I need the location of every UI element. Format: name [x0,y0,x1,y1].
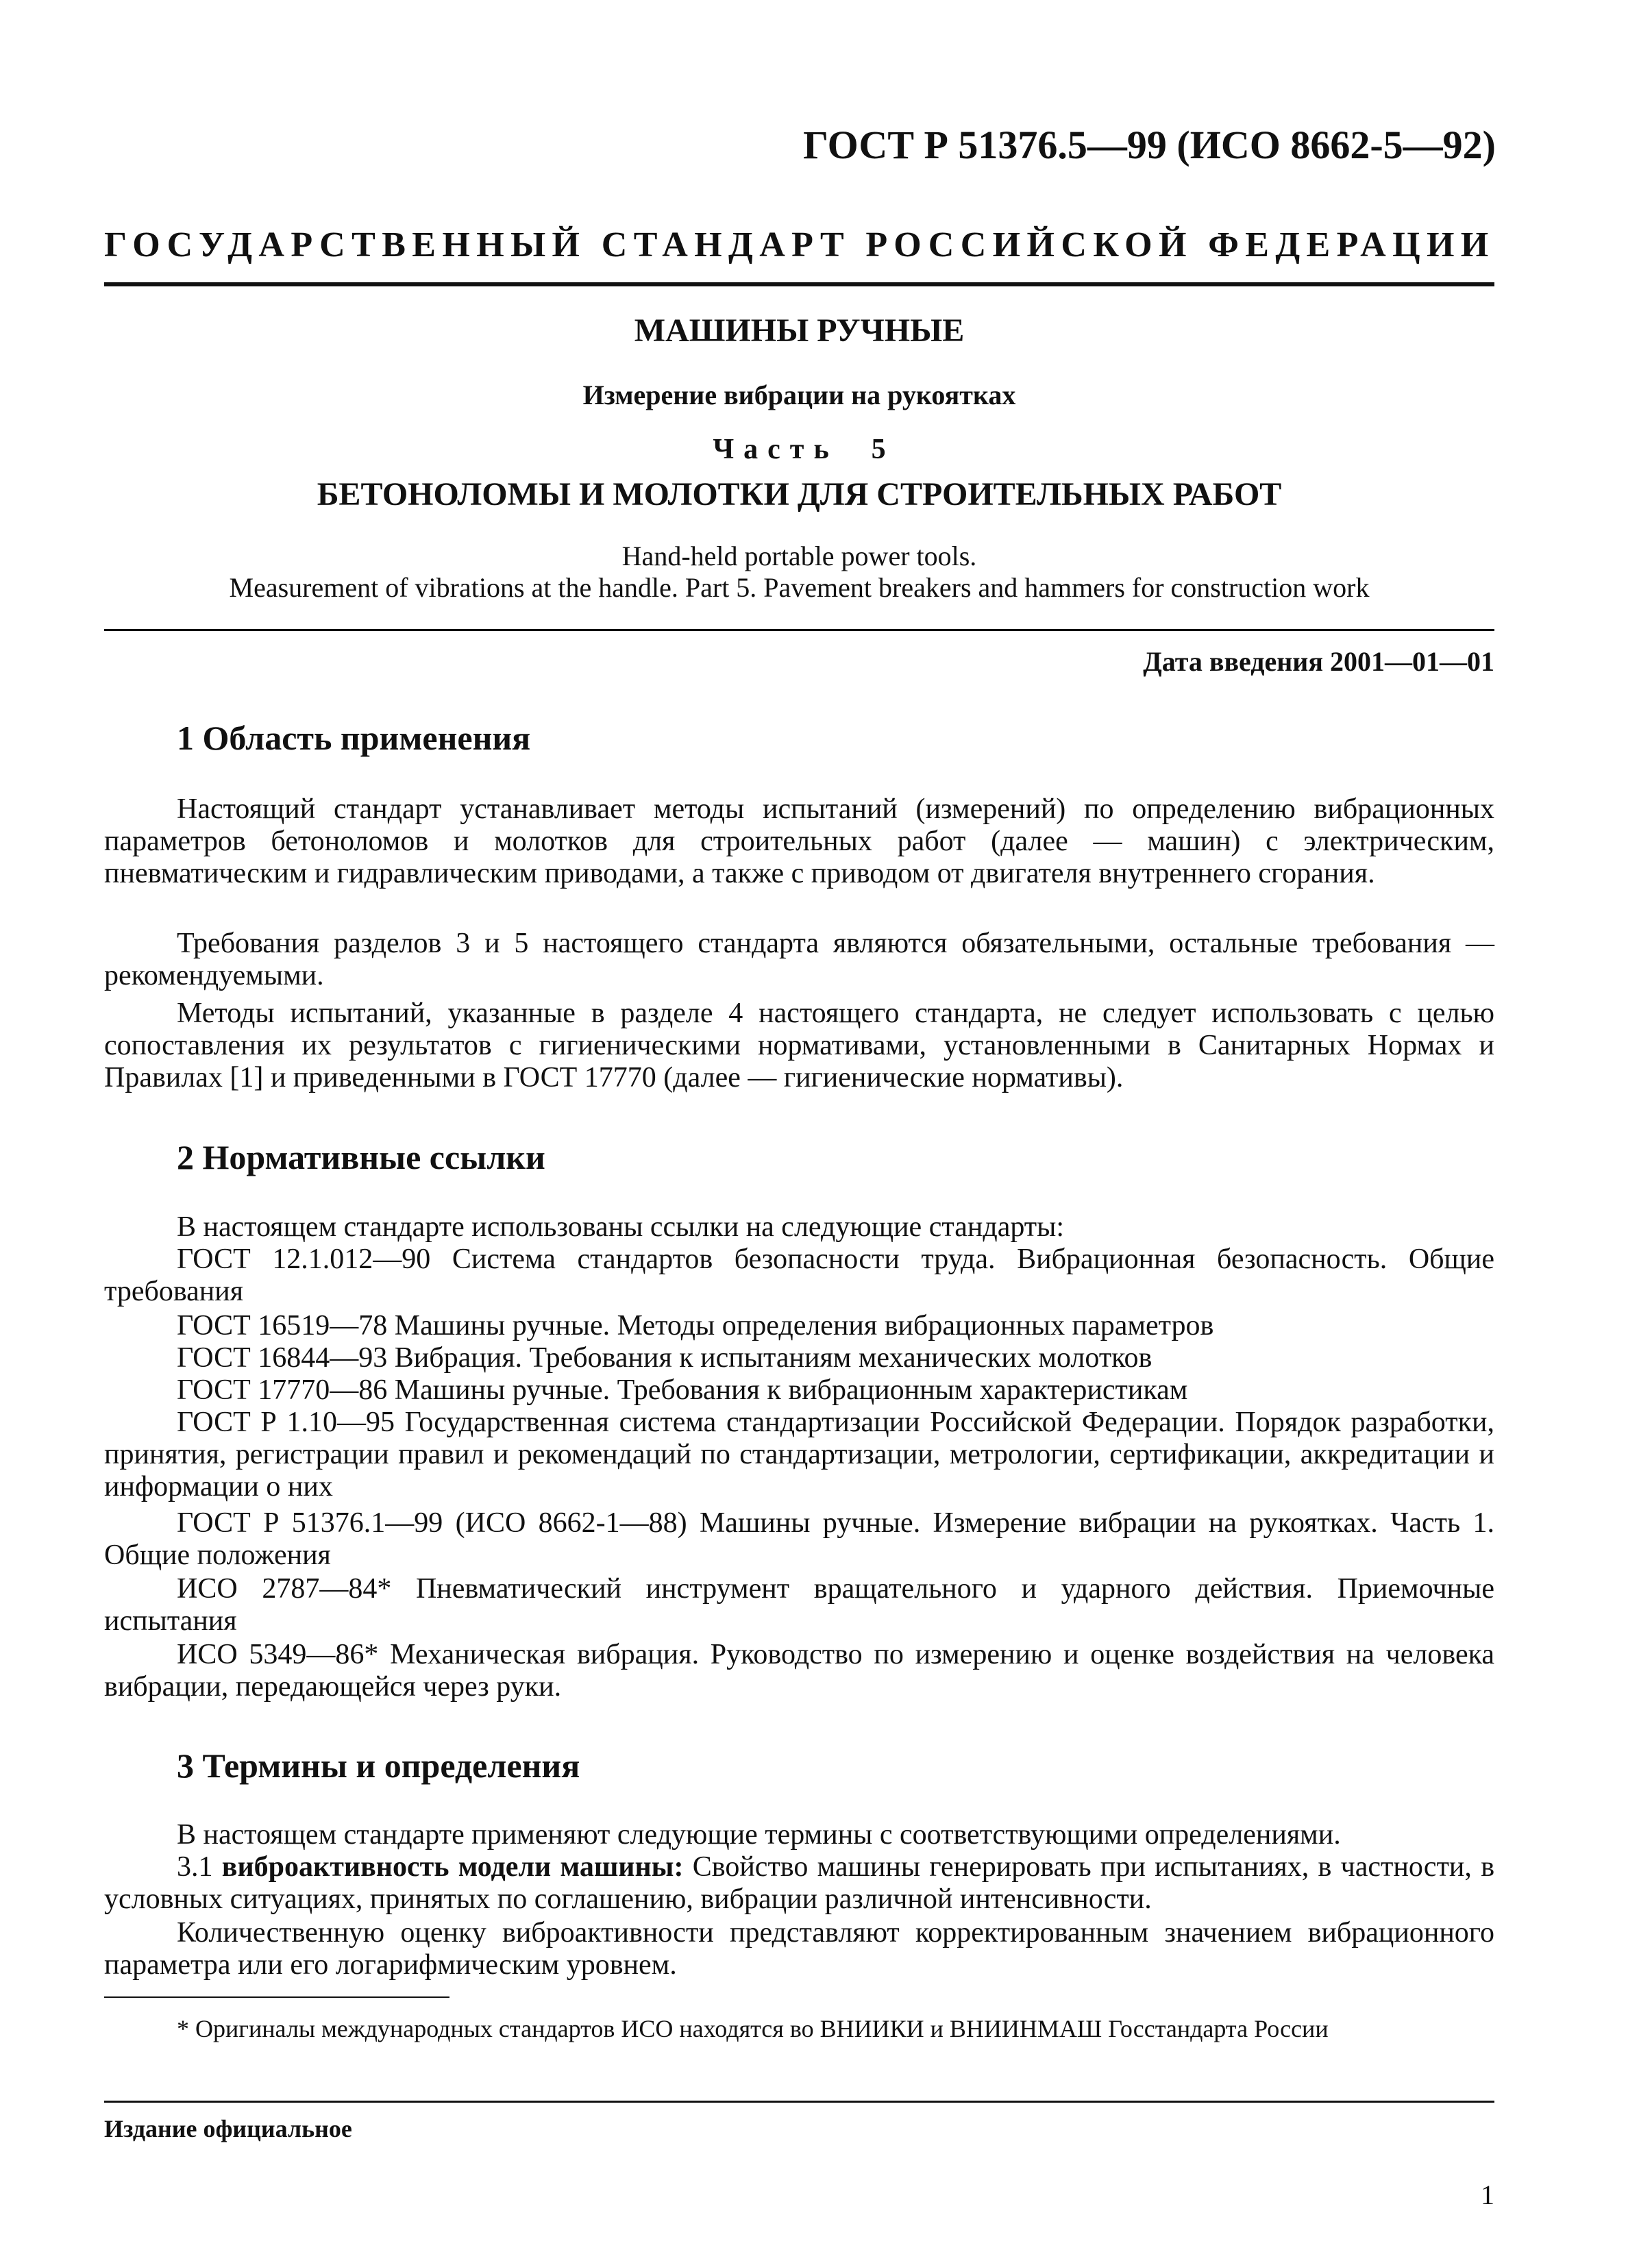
document-number: ГОСТ Р 51376.5—99 (ИСО 8662-5—92) [803,123,1496,167]
section-3-intro: В настоящем стандарте применяют следующие термины с соответствующими определениями. [177,1819,1341,1851]
section-1-heading: 1 Область применения [177,719,531,757]
header-rule [104,282,1494,286]
term-3-1 [104,1851,1494,1916]
section-3-heading: 3 Термины и определения [177,1746,580,1785]
normative-reference: ИСО 2787—84* Пневматический инструмент вращательного и ударного действия. Приемочные испытания [104,1573,1494,1637]
normative-reference: ГОСТ 12.1.012—90 Система стандартов безопасности труда. Вибрационная безопасность. Общие требования [104,1244,1494,1307]
footnote: * Оригиналы международных стандартов ИСО находятся во ВНИИКИ и ВНИИНМАШ Госстандарта России [177,2015,1329,2042]
title-rule [104,629,1494,631]
footer-rule [104,2101,1494,2103]
section-3-paragraph: Количественную оценку виброактивности представляют корректированным значением вибрационного параметра или его логарифмическим уровнем. [104,1917,1494,1981]
official-edition: Издание официальное [104,2115,352,2142]
term-definition: Свойство машины генерировать при испытаниях, в частности, в условных ситуациях, принятых по соглашению, вибрации различной интенсивности. [104,1851,1495,1915]
normative-reference: ГОСТ Р 1.10—95 Государственная система стандартизации Российской Федерации. Порядок разработки, принятия, регистрации правил и рекомендаций по стандартизации, метрологии, сертификации, аккредитации и информации о них [104,1407,1494,1503]
part-label: Часть [713,434,839,465]
page-number: 1 [1481,2179,1494,2210]
main-title: МАШИНЫ РУЧНЫЕ [634,312,965,349]
part-title: БЕТОНОЛОМЫ И МОЛОТКИ ДЛЯ СТРОИТЕЛЬНЫХ РАБОТ [317,476,1282,512]
normative-reference: ГОСТ 16519—78 Машины ручные. Методы определения вибрационных параметров [177,1310,1214,1341]
introduction-date: Дата введения 2001—01—01 [1143,646,1494,677]
state-standard-title: ГОСУДАРСТВЕННЫЙ СТАНДАРТ РОССИЙСКОЙ ФЕДЕРАЦИИ [104,225,1495,264]
footnote-rule [104,1996,449,1998]
normative-reference: ИСО 5349—86* Механическая вибрация. Руководство по измерению и оценке воздействия на человека вибрации, передающейся через руки. [104,1639,1494,1703]
part-number: 5 [871,434,886,465]
term-number: 3.1 [177,1851,213,1883]
normative-reference: ГОСТ Р 51376.1—99 (ИСО 8662-1—88) Машины ручные. Измерение вибрации на рукоятках. Часть 1. Общие положения [104,1507,1494,1571]
normative-reference: ГОСТ 17770—86 Машины ручные. Требования к вибрационным характеристикам [177,1374,1188,1406]
section-2-intro: В настоящем стандарте использованы ссылки на следующие стандарты: [177,1211,1065,1243]
subtitle: Измерение вибрации на рукоятках [582,380,1016,410]
section-1-paragraph-1: Настоящий стандарт устанавливает методы испытаний (измерений) по определению вибрационных параметров бетоноломов и молотков для строительных работ (далее — машин) с электрическим, пневматическим и гидравлическим приводами, а также с приводом от двигателя внутреннего сгорания. [104,793,1494,889]
part-heading [104,433,1494,466]
section-2-heading: 2 Нормативные ссылки [177,1138,545,1176]
english-title-line-1: Hand-held portable power tools. [621,541,977,571]
term-name: виброактивность модели машины: [221,1851,684,1883]
english-title-line-2: Measurement of vibrations at the handle. Part 5. Pavement breakers and hammers for construction work [229,572,1370,603]
section-1-paragraph-3: Методы испытаний, указанные в разделе 4 настоящего стандарта, не следует использовать с целью сопоставления их результатов с гигиеническими нормативами, установленными в Санитарных Нормах и Правилах [1] и приведенными в ГОСТ 17770 (далее — гигиенические нормативы). [104,998,1494,1093]
section-1-paragraph-2: Требования разделов 3 и 5 настоящего стандарта являются обязательными, остальные требования — рекомендуемыми. [104,928,1494,991]
normative-reference: ГОСТ 16844—93 Вибрация. Требования к испытаниям механических молотков [177,1342,1152,1374]
